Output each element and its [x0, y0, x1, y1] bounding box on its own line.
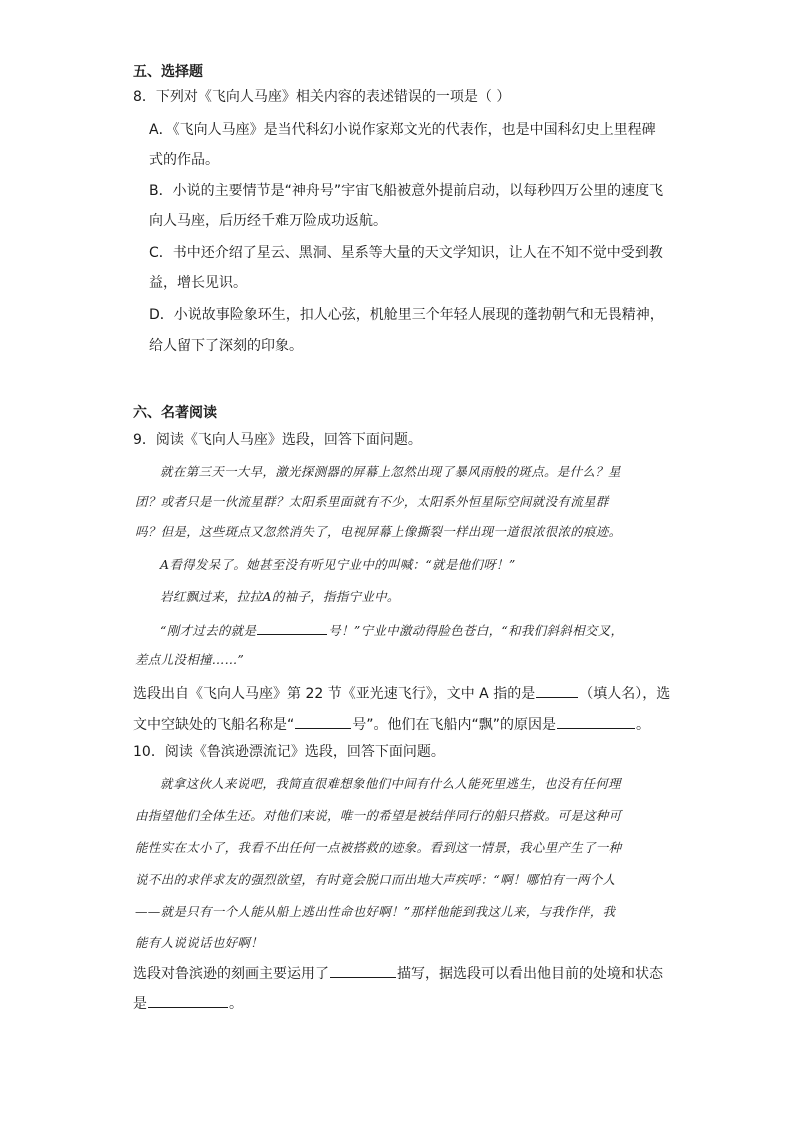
ship-name-blank[interactable]	[257, 619, 327, 635]
q10-question-line	[133, 962, 663, 984]
q10-question-text: 是	[133, 996, 147, 1012]
question-10-stem: 10．阅读《鲁滨逊漂流记》选段，回答下面问题。	[133, 744, 445, 760]
q10-question-line	[133, 992, 243, 1014]
description-type-blank[interactable]	[330, 962, 396, 978]
q9-passage-line: 团？或者只是一伙流星群？太阳系里面就有不少，太阳系外恒星际空间就没有流星群	[135, 494, 609, 509]
q10-passage-line: 说不出的求伴求友的强烈欲望，有时竟会脱口而出地大声疾呼：“啊！哪怕有一两个人	[135, 872, 616, 887]
q9-question-text: 号”。他们在飞船内“飘”的原因是	[352, 717, 557, 733]
section-heading-reading: 六、名著阅读	[133, 405, 217, 421]
q9-passage-line: A看得发呆了。她甚至没有听见宁业中的叫喊：“就是他们呀！”	[160, 557, 516, 572]
ship-name-answer-blank[interactable]	[295, 713, 351, 729]
q9-passage-text: “刚才过去的就是	[160, 623, 257, 638]
question-9-stem: 9．阅读《飞向人马座》选段，回答下面问题。	[133, 432, 422, 448]
floating-reason-blank[interactable]	[557, 713, 635, 729]
q10-passage-line: ——就是只有一个人能从船上逃出性命也好啊！”那样他能到我这儿来，与我作伴，我	[135, 904, 616, 919]
q9-passage-line: 就在第三天一大早，激光探测器的屏幕上忽然出现了暴风雨般的斑点。是什么？星	[160, 464, 621, 479]
option-c-line2: 益，增长见识。	[149, 275, 247, 291]
section-heading-choice: 五、选择题	[133, 64, 203, 80]
q9-question-line	[133, 713, 650, 735]
q9-passage-line-with-blank	[160, 619, 623, 641]
q10-question-text: 选段对鲁滨逊的刻画主要运用了	[133, 966, 329, 982]
option-d-line2: 给人留下了深刻的印象。	[149, 338, 303, 354]
q10-passage-line: 就拿这伙人来说吧，我简直很难想象他们中间有什么人能死里逃生，也没有任何理	[160, 776, 621, 791]
q9-passage-line: 差点儿没相撞……”	[135, 652, 245, 667]
q9-passage-line: 岩红飘过来，拉拉A的袖子，指指宁业中。	[160, 589, 400, 604]
q9-question-text: 文中空缺处的飞船名称是“	[133, 717, 295, 733]
option-c-line1: C．书中还介绍了星云、黑洞、星系等大量的天文学知识，让人在不知不觉中受到教	[149, 245, 663, 261]
q10-passage-line: 由指望他们全体生还。对他们来说，唯一的希望是被结伴同行的船只搭救。可是这种可	[135, 808, 622, 823]
q9-question-line	[133, 682, 670, 704]
q9-question-text: （填人名），选	[579, 686, 671, 702]
q10-passage-line: 能性实在太小了，我看不出任何一点被搭救的迹象。看到这一情景，我心里产生了一种	[135, 840, 622, 855]
option-a-line2: 式的作品。	[149, 152, 219, 168]
question-8-stem: 8．下列对《飞向人马座》相关内容的表述错误的一项是（ ）	[133, 89, 511, 105]
option-b-line1: B．小说的主要情节是“神舟号”宇宙飞船被意外提前启动，以每秒四万公里的速度飞	[149, 183, 664, 199]
q9-passage-line: 吗？但是，这些斑点又忽然消失了，电视屏幕上像撕裂一样出现一道很浓很浓的痕迹。	[135, 524, 622, 539]
q9-question-text: 。	[636, 717, 651, 733]
situation-blank[interactable]	[148, 992, 228, 1008]
q10-question-text: 。	[229, 996, 243, 1012]
q9-passage-text: 号！”宁业中激动得脸色苍白，“和我们斜斜相交叉，	[328, 623, 624, 638]
q10-question-text: 描写，据选段可以看出他目前的处境和状态	[397, 966, 663, 982]
option-b-line2: 向人马座，后历经千难万险成功返航。	[149, 213, 387, 229]
option-a-line1: A．《飞向人马座》是当代科幻小说作家郑文光的代表作，也是中国科幻史上里程碑	[149, 122, 656, 138]
person-name-blank[interactable]	[536, 682, 578, 698]
option-d-line1: D．小说故事险象环生，扣人心弦，机舱里三个年轻人展现的蓬勃朝气和无畏精神，	[149, 307, 664, 323]
q9-question-text: 选段出自《飞向人马座》第 22 节《亚光速飞行》，文中 A 指的是	[133, 686, 536, 702]
q10-passage-line: 能有人说说话也好啊！	[135, 935, 264, 950]
